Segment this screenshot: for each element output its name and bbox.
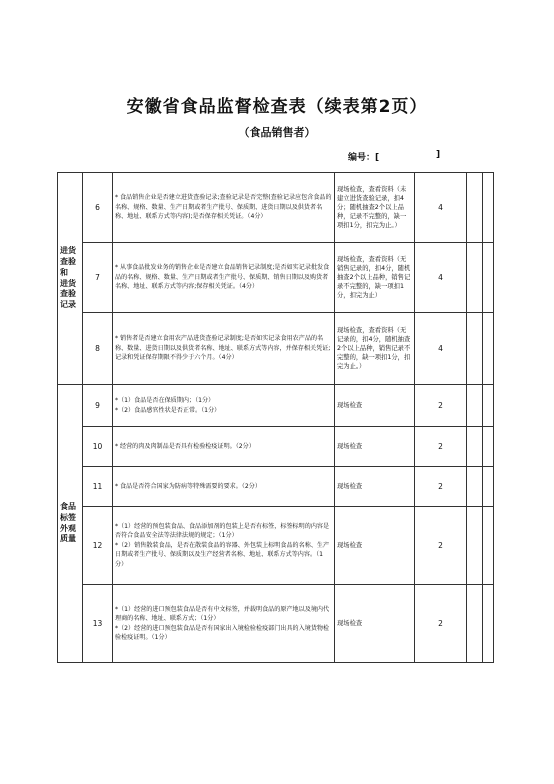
item-number: 10 [83,427,113,467]
item-number: 8 [83,313,113,385]
inspection-method: 现场检查 [335,385,415,427]
inspection-method: 现场检查，查看资料（无记录的，扣4分，随机抽查2个以上品种，销售记录不完整的，缺一项扣1分，扣完为止。） [335,313,415,385]
remark-cell[interactable] [483,507,494,585]
item-content [113,313,335,385]
item-content [113,507,335,585]
content-line: * 经营的肉及肉制品是否具有检验检疫证明。（2分） [115,442,255,450]
table-row [58,173,494,243]
item-number: 6 [83,173,113,243]
table-row [58,385,494,427]
content-line: *（1）经营的进口预包装食品是否有中文标签，并载明食品的原产地以及境内代理商的名称、地址、联系方式；（1分） [115,605,330,623]
content-line: *（2）经营的进口预包装食品是否有国家出入境检验检疫部门出具的入境货物检验检疫证明。（1分） [115,624,330,641]
item-number: 12 [83,507,113,585]
result-cell[interactable] [467,385,483,427]
item-score: 4 [415,313,467,385]
item-content [113,585,335,663]
item-score: 4 [415,243,467,313]
inspection-method: 现场检查 [335,427,415,467]
inspection-method: 现场检查 [335,467,415,507]
item-number: 13 [83,585,113,663]
item-number: 11 [83,467,113,507]
table-row [58,585,494,663]
page-title: 安徽省食品监督检查表（续表第2页） [126,97,428,117]
inspection-method: 现场检查，查看资料（未建立进货查验记录，扣4分；随机抽查2个以上品种，记录不完整的，缺一项扣1分，扣完为止。） [335,173,415,243]
table-row [58,313,494,385]
item-score: 2 [415,507,467,585]
item-number: 7 [83,243,113,313]
result-cell[interactable] [467,467,483,507]
serial-label: 编号：[ [348,153,380,163]
result-cell[interactable] [467,173,483,243]
item-content [113,385,335,427]
content-line: *（1）经营的预包装食品、食品添加剂的包装上是否有标签，标签标明的内容是否符合食品安全法等法律法规的规定；（1分） [115,522,330,540]
result-cell[interactable] [467,427,483,467]
result-cell[interactable] [467,585,483,663]
result-cell[interactable] [467,507,483,585]
remark-cell[interactable] [483,173,494,243]
remark-cell[interactable] [483,385,494,427]
item-score: 2 [415,467,467,507]
content-line: * 食品销售企业是否建立进货查验记录;查验记录是否完整(查验记录应包含食品的名称、规格、数量、生产日期或者生产批号、保质期、进货日期以及供货者名称、地址、联系方式等内容);是否保存相关凭证。（4分） [115,194,332,221]
result-cell[interactable] [467,243,483,313]
content-line: * 食品是否符合国家为防病等特殊需要的要求。（2分） [115,482,261,490]
item-number: 9 [83,385,113,427]
item-content [113,243,335,313]
category-cell: 进货 查验 和 进货 查验 记录 [58,173,83,385]
result-cell[interactable] [467,313,483,385]
remark-cell[interactable] [483,243,494,313]
inspection-table [57,172,494,663]
page-subtitle: （食品销售者） [238,126,316,139]
content-line: *（2）食品感官性状是否正常。（1分） [115,406,221,414]
item-score: 2 [415,427,467,467]
content-line: *（2）销售散装食品，是否在散装食品的容器、外包装上标明食品的名称、生产日期或者生产批号、保质期以及生产经营者名称、地址、联系方式等内容。（1分） [115,541,330,568]
inspection-method: 现场检查，查看资料（无销售记录的，扣4分，随机抽查2个以上品种，销售记录不完整的，缺一项扣1分，扣完为止） [335,243,415,313]
item-score: 2 [415,385,467,427]
content-line: *（1）食品是否在保质期内；（1分） [115,397,215,405]
item-score: 2 [415,585,467,663]
category-cell: 食品 标签 外观 质量 [58,385,83,663]
remark-cell[interactable] [483,467,494,507]
serial-number [348,150,441,163]
content-line: * 从事食品批发业务的销售企业是否建立食品销售记录制度;是否如实记录批发食品的名称、规格、数量、生产日期或者生产批号、保质期、销售日期以及购货者名称、地址、联系方式等内容;保存相关凭证。（4分） [115,264,330,291]
item-content [113,173,335,243]
table-row [58,427,494,467]
table-row [58,467,494,507]
item-score: 4 [415,173,467,243]
remark-cell[interactable] [483,313,494,385]
table-row [58,507,494,585]
content-line: * 销售者是否建立食用农产品进货查验记录制度;是否如实记录食用农产品的名称、数量、进货日期以及供货者名称、地址、联系方式等内容，并保存相关凭证;记录和凭证保存期限不得少于六个月。（4分） [115,335,331,362]
table-row [58,243,494,313]
item-content [113,427,335,467]
inspection-method: 现场检查 [335,585,415,663]
inspection-method: 现场检查 [335,507,415,585]
remark-cell[interactable] [483,585,494,663]
serial-close: ] [436,150,441,160]
item-content [113,467,335,507]
remark-cell[interactable] [483,427,494,467]
